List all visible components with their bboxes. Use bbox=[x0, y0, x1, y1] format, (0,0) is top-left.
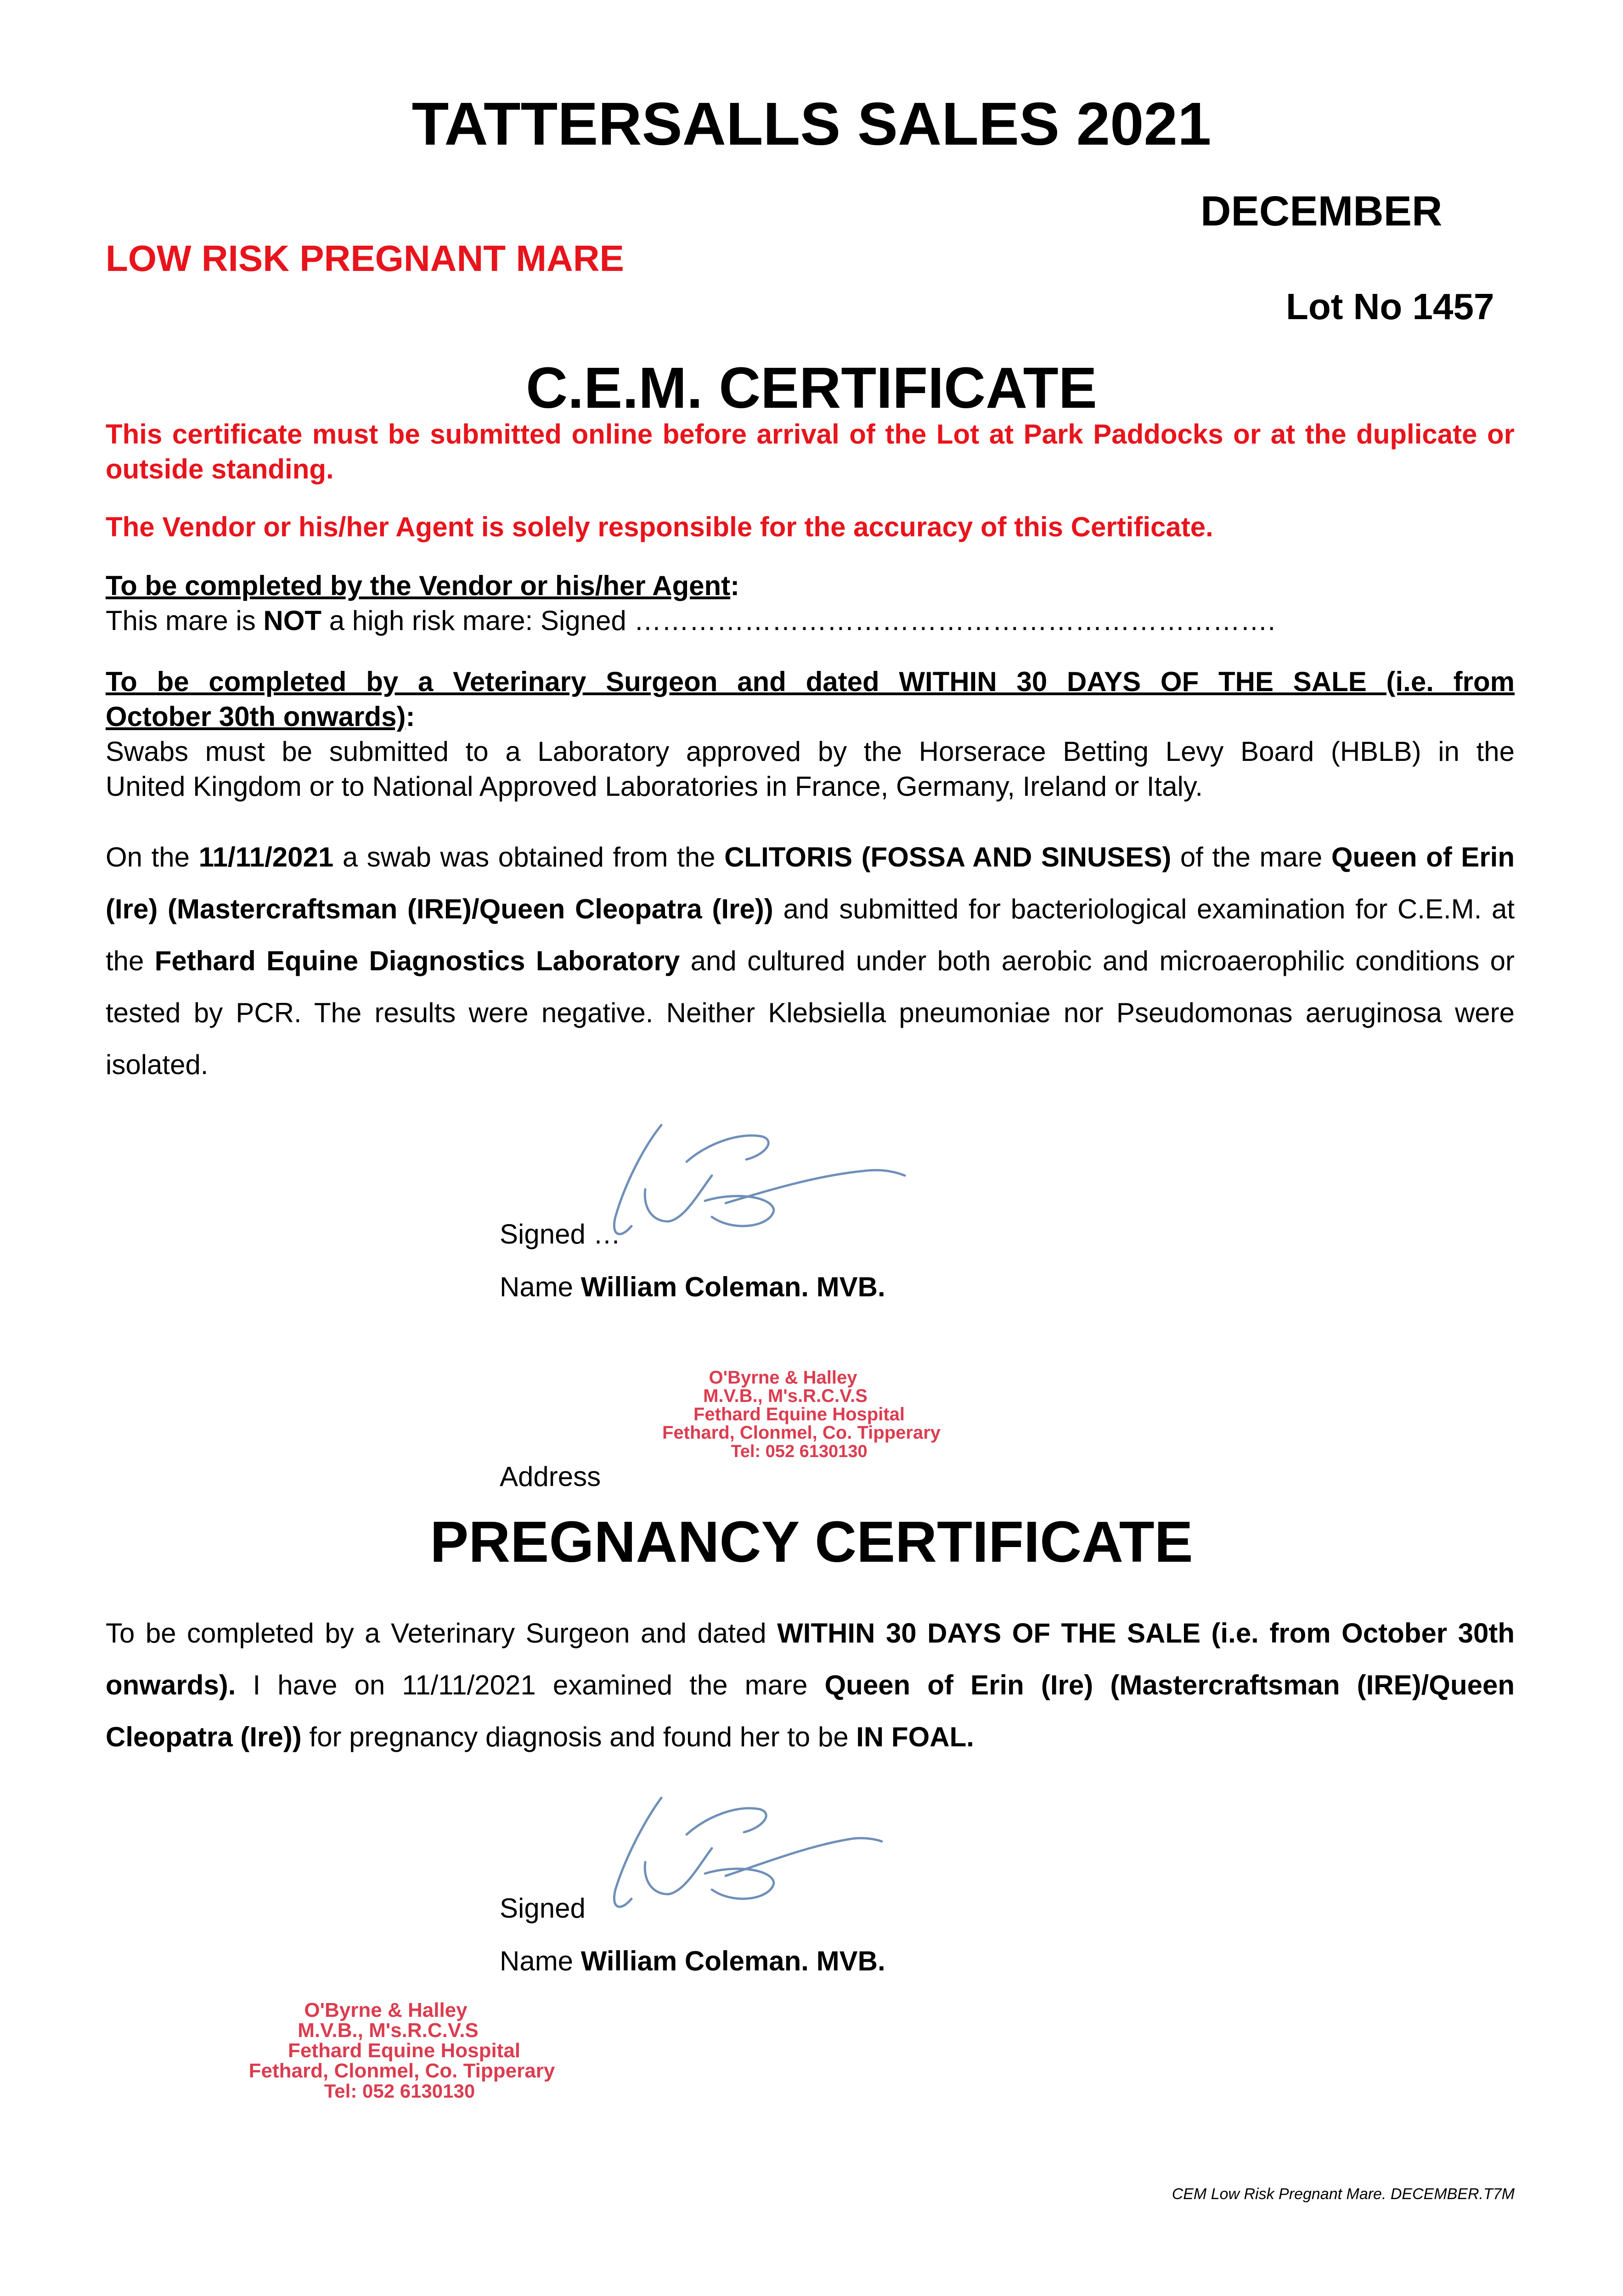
vendor-heading-colon: : bbox=[730, 570, 740, 601]
pregnancy-signed-label: Signed bbox=[500, 1893, 586, 1924]
stamp-line-practice: O'Byrne & Halley bbox=[709, 1367, 857, 1388]
stamp2-line-practice: O'Byrne & Halley bbox=[304, 1999, 468, 2021]
stamp-line-qualifications: M.V.B., M's.R.C.V.S bbox=[703, 1386, 868, 1406]
risk-category: LOW RISK PREGNANT MARE bbox=[106, 238, 624, 279]
stmt-mare-name: Queen of Erin (Ire) (Mastercraftsman (IRE)/Queen Cleopatra (Ire)) bbox=[106, 842, 1515, 924]
vet-heading-line2 bbox=[106, 699, 1515, 734]
stmt-site: CLITORIS (FOSSA AND SINUSES) bbox=[724, 842, 1172, 872]
preg-intro: To be completed by a Veterinary Surgeon and dated bbox=[106, 1618, 766, 1649]
stamp-line-hospital: Fethard Equine Hospital bbox=[693, 1404, 905, 1424]
preg-diagnosis: for pregnancy diagnosis and found her to be bbox=[309, 1722, 849, 1752]
preg-name-value: William Coleman. MVB. bbox=[580, 1946, 885, 1976]
preg-name-label: Name bbox=[500, 1946, 574, 1976]
vendor-heading bbox=[106, 568, 1515, 603]
cem-name bbox=[500, 1270, 885, 1305]
stmt-submitted: and submitted for bacteriological examination for C.E.M. at the bbox=[106, 894, 1515, 976]
pregnancy-statement bbox=[106, 1607, 1515, 1763]
vet-heading-line2-text: October 30th onwards) bbox=[106, 701, 406, 732]
swabs-line1: Swabs must be submitted to a Laboratory approved by the Horserace Betting Levy Board (HBLB) in the bbox=[106, 736, 1515, 767]
pregnancy-heading: PREGNANCY CERTIFICATE bbox=[430, 1509, 1193, 1574]
cem-signature bbox=[588, 1107, 909, 1249]
stamp-line-location: Fethard, Clonmel, Co. Tipperary bbox=[662, 1423, 941, 1443]
vet-section bbox=[106, 664, 1515, 804]
vet-heading-colon: : bbox=[406, 701, 415, 732]
cem-practice-stamp bbox=[625, 1366, 974, 1463]
stamp2-line-phone: Tel: 052 6130130 bbox=[324, 2080, 475, 2102]
preg-intro-bold: WITHIN 30 DAYS OF THE SALE (i.e. from October 30th onwards). bbox=[106, 1618, 1515, 1700]
cem-signed-label: Signed … bbox=[500, 1219, 621, 1249]
pregnancy-name bbox=[500, 1944, 885, 1979]
cem-heading: C.E.M. CERTIFICATE bbox=[526, 355, 1097, 420]
swabs-line2: United Kingdom or to National Approved Laboratories in France, Germany, Ireland or Italy. bbox=[106, 771, 1203, 802]
stmt-of-mare: of the mare bbox=[1180, 842, 1323, 872]
pregnancy-practice-stamp bbox=[202, 1998, 597, 2103]
vendor-section bbox=[106, 568, 1515, 638]
cem-name-value: William Coleman. MVB. bbox=[580, 1272, 885, 1302]
stamp2-line-hospital: Fethard Equine Hospital bbox=[287, 2039, 521, 2062]
cem-notice-submit: This certificate must be submitted online before arrival of the Lot at Park Paddocks or at the duplicate or outside standing. bbox=[106, 419, 1515, 484]
vendor-not: NOT bbox=[263, 605, 322, 636]
stmt-lab: Fethard Equine Diagnostics Laboratory bbox=[154, 945, 680, 976]
preg-mare-name: Queen of Erin (Ire) (Mastercraftsman (IRE)/Queen Cleopatra (Ire)) bbox=[106, 1670, 1515, 1752]
stamp2-line-qualifications: M.V.B., M's.R.C.V.S bbox=[298, 2019, 479, 2042]
document-title: TATTERSALLS SALES 2021 bbox=[411, 90, 1212, 158]
stmt-date: 11/11/2021 bbox=[198, 842, 334, 872]
vendor-middle: a high risk mare: Signed bbox=[329, 605, 626, 636]
vet-heading-line1: To be completed by a Veterinary Surgeon and dated WITHIN 30 DAYS OF THE SALE (i.e. from bbox=[106, 666, 1515, 697]
stmt-swab-from: a swab was obtained from the bbox=[342, 842, 716, 872]
vendor-prefix: This mare is bbox=[106, 605, 256, 636]
stamp-line-phone: Tel: 052 6130130 bbox=[731, 1442, 868, 1461]
stmt-on-the: On the bbox=[106, 842, 190, 872]
cem-name-label: Name bbox=[500, 1272, 574, 1302]
footer-reference: CEM Low Risk Pregnant Mare. DECEMBER.T7M bbox=[1172, 2185, 1515, 2203]
cem-address-label: Address bbox=[500, 1461, 601, 1492]
stamp2-line-location: Fethard, Clonmel, Co. Tipperary bbox=[248, 2060, 555, 2082]
preg-result: IN FOAL. bbox=[856, 1722, 974, 1752]
preg-examined: I have on 11/11/2021 examined the mare bbox=[253, 1670, 808, 1700]
stmt-results: and cultured under both aerobic and microaerophilic conditions or tested by PCR. The results were negative. Neither Klebsiella pneumoniae nor Pseudomonas aeruginosa were isolated. bbox=[106, 945, 1515, 1080]
sale-month: DECEMBER bbox=[1200, 188, 1443, 235]
cem-notice-responsibility: The Vendor or his/her Agent is solely responsible for the accuracy of this Certificate. bbox=[106, 512, 1213, 542]
vendor-signature-line: ……………………………………………………………. bbox=[634, 605, 1276, 636]
cem-statement bbox=[106, 831, 1515, 1091]
vendor-heading-text: To be completed by the Vendor or his/her Agent bbox=[106, 570, 731, 601]
vendor-declaration bbox=[106, 603, 1515, 638]
pregnancy-signature bbox=[592, 1782, 886, 1919]
lot-number: Lot No 1457 bbox=[1286, 286, 1494, 327]
